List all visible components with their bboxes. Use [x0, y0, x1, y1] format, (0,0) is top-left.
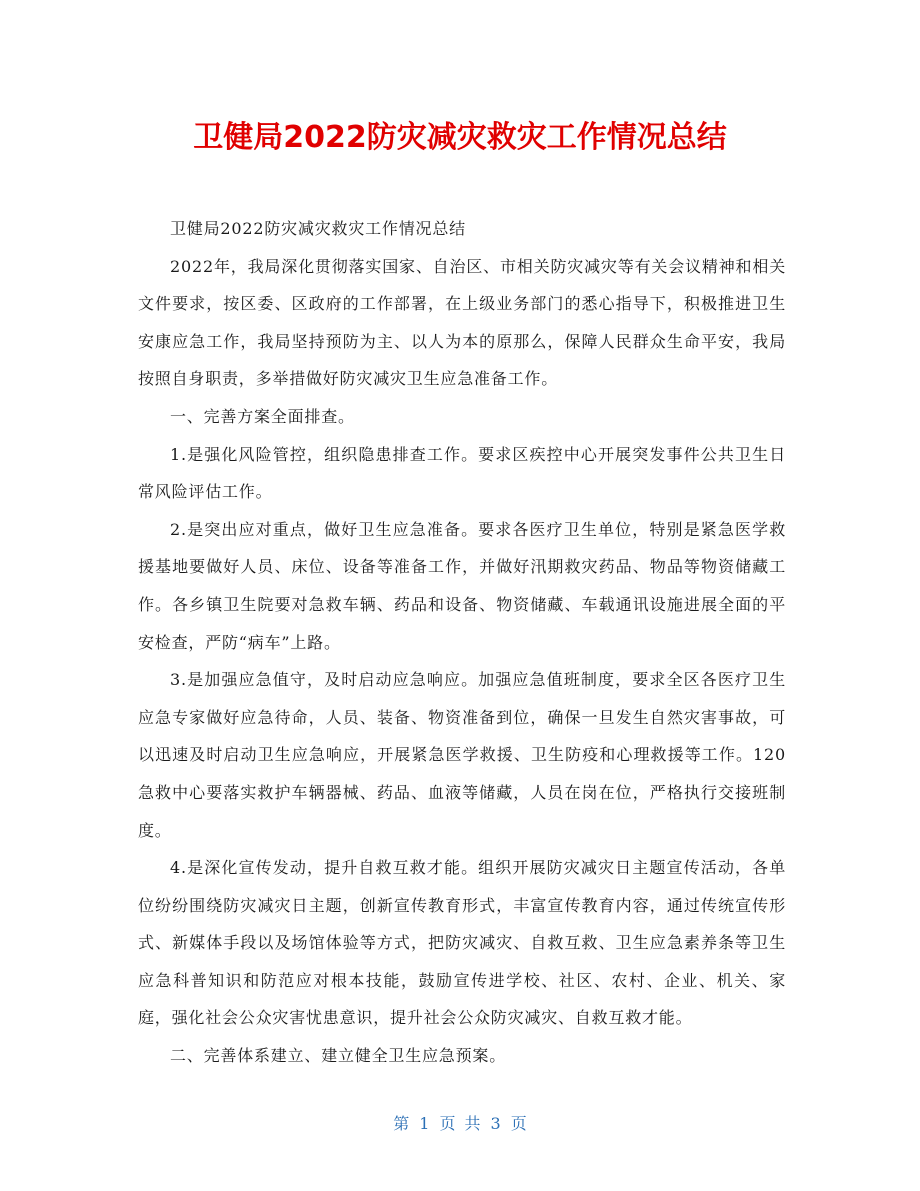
- footer-total-pages: 3: [490, 1114, 501, 1133]
- footer-page-number: 1: [419, 1114, 430, 1133]
- document-body: [138, 210, 786, 1075]
- paragraph: 3.是加强应急值守，及时启动应急响应。加强应急值班制度，要求全区各医疗卫生应急专家做好应急待命，人员、装备、物资准备到位，确保一旦发生自然灾害事故，可以迅速及时启动卫生应急响应，开展紧急医学救援、卫生防疫和心理救援等工作。120急救中心要落实救护车辆器械、药品、血液等储藏，人员在岗在位，严格执行交接班制度。: [138, 670, 786, 840]
- paragraph: 二、完善体系建立、建立健全卫生应急预案。: [170, 1046, 507, 1066]
- paragraph: 一、完善方案全面排查。: [170, 406, 355, 426]
- paragraph: 2022年，我局深化贯彻落实国家、自治区、市相关防灾减灾等有关会议精神和相关文件要求，按区委、区政府的工作部署，在上级业务部门的悉心指导下，积极推进卫生安康应急工作，我局坚持预防为主、以人为本的原那么，保障人民群众生命平安，我局按照自身职责，多举措做好防灾减灾卫生应急准备工作。: [138, 256, 786, 389]
- paragraph: 卫健局2022防灾减灾救灾工作情况总结: [170, 219, 466, 238]
- footer-middle: 页 共: [439, 1114, 481, 1133]
- paragraph: 4.是深化宣传发动，提升自救互救才能。组织开展防灾减灾日主题宣传活动，各单位纷纷围绕防灾减灾日主题，创新宣传教育形式，丰富宣传教育内容，通过传统宣传形式、新媒体手段以及场馆体验等方式，把防灾减灾、自救互救、卫生应急素养条等卫生应急科普知识和防范应对根本技能，鼓励宣传进学校、社区、农村、企业、机关、家庭，强化社会公众灾害忧患意识，提升社会公众防灾减灾、自救互救才能。: [138, 858, 786, 1028]
- footer-suffix: 页: [510, 1114, 527, 1133]
- document-title: 卫健局2022防灾减灾救灾工作情况总结: [193, 120, 727, 155]
- footer-prefix: 第: [393, 1114, 410, 1133]
- paragraph: 2.是突出应对重点，做好卫生应急准备。要求各医疗卫生单位，特别是紧急医学救援基地要做好人员、床位、设备等准备工作，并做好汛期救灾药品、物品等物资储藏工作。各乡镇卫生院要对急救车辆、药品和设备、物资储藏、车载通讯设施进展全面的平安检查，严防“病车”上路。: [138, 519, 786, 652]
- page-footer: [0, 1112, 920, 1136]
- paragraph: 1.是强化风险管控，组织隐患排查工作。要求区疾控中心开展突发事件公共卫生日常风险评估工作。: [138, 444, 786, 502]
